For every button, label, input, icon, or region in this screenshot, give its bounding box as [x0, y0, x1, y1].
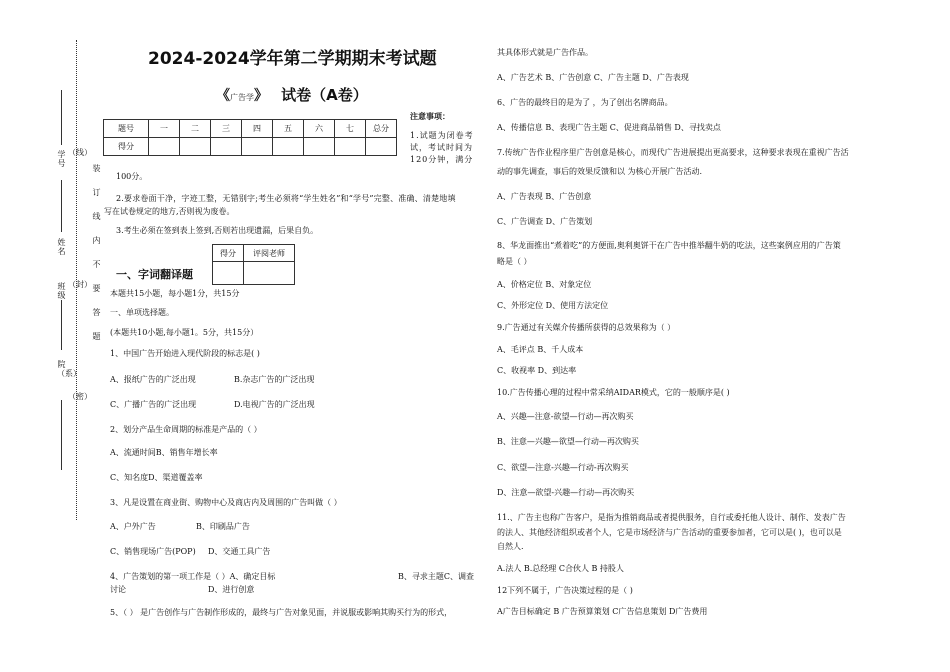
name-field[interactable]	[61, 180, 62, 232]
subject-open-bracket: 《	[216, 88, 230, 104]
score-cell: 题号	[104, 120, 149, 138]
score-input-cell[interactable]	[211, 138, 242, 156]
grader-name-label: 评阅老师	[244, 245, 295, 262]
grader-score-label: 得分	[213, 245, 244, 262]
grader-table	[212, 244, 295, 285]
score-cell: 七	[335, 120, 366, 138]
seal-mark-line: （线）	[68, 148, 92, 157]
notice-line: 试，考试时间为	[410, 143, 473, 152]
option[interactable]: C、销售现场广告(POP)	[110, 547, 196, 556]
notice-item3: 3.考生必须在签到表上签到,否则若出现遗漏，后果自负。	[116, 226, 319, 235]
option[interactable]: A、报纸广告的广泛出现	[110, 375, 196, 384]
score-cell: 总分	[366, 120, 397, 138]
student-id-label: 学号	[57, 150, 66, 168]
option-line[interactable]: A.法人 B.总经理 C合伙人 B 持股人	[497, 564, 624, 573]
question-8: 8、华龙面推出“煮着吃”的方便面,奥利奥饼干在广告中推举翻牛奶的吃法，这些案例应用的广告策	[497, 241, 841, 250]
seal-mark-seal: （封）	[68, 280, 92, 289]
option[interactable]: D、交通工具广告	[208, 547, 271, 556]
question-11-line2: 的法人、其他经济组织或者个人，它是市场经济与广告活动的重要参加者，它可以是( )，也可以是	[497, 528, 842, 537]
option-line[interactable]: A广告目标确定 B 广告预算策划 C广告信息策划 D广告费用	[497, 607, 708, 616]
question-2: 2、划分产品生命周期的标准是产品的（ ）	[110, 425, 262, 434]
question-12: 12下列不属于，广告决策过程的是（ )	[497, 586, 633, 595]
score-input-cell[interactable]	[149, 138, 180, 156]
notice-heading: 注意事项：	[410, 112, 450, 121]
notice-item2b: 写在试卷规定的地方,否则视为废卷。	[104, 207, 235, 216]
option-line[interactable]: C、外形定位 D、使用方法定位	[497, 301, 609, 310]
notice-line: 1.试题为闭卷考	[410, 131, 474, 140]
section-intro: 本题共15小题，每小题1分，共15分	[110, 289, 240, 298]
notice-item1-tail: 100分。	[116, 172, 148, 181]
question-11-line3: 自然人.	[497, 542, 524, 551]
option-line[interactable]: A、广告艺术 B、广告创意 C、广告主题 D、广告表现	[497, 73, 689, 82]
option-line[interactable]: B、注意—兴趣—欲望—行动—再次购买	[497, 437, 639, 446]
option-line[interactable]: A、兴趣—注意-欲望—行动—再次购买	[497, 412, 634, 421]
option-line[interactable]: A、传播信息 B、表现广告主题 C、促进商品销售 D、寻找卖点	[497, 123, 721, 132]
question-10: 10.广告传播心理的过程中常采纳AIDAR模式，它的一般顺序是( )	[497, 388, 730, 397]
option-line[interactable]: A、价格定位 B、对象定位	[497, 280, 592, 289]
score-input-cell[interactable]	[180, 138, 211, 156]
score-input-cell[interactable]	[366, 138, 397, 156]
notice-line: 120分钟，满分	[410, 155, 474, 164]
notice-item1	[410, 130, 474, 166]
binding-instruction: 装订线内不要答题	[92, 164, 101, 341]
college-label: 院（系）	[57, 360, 81, 378]
question-1: 1、中国广告开始进入现代阶段的标志是( )	[110, 349, 260, 358]
section-subheading: 一、单项选择题。	[110, 308, 174, 317]
class-label: 班级	[57, 282, 66, 300]
grader-score-input[interactable]	[213, 262, 244, 285]
option-line[interactable]: D、注意—欲望-兴趣—行动—再次购买	[497, 488, 635, 497]
student-id-field[interactable]	[61, 90, 62, 145]
subject-close-bracket: 》	[254, 88, 268, 104]
score-table	[103, 119, 397, 156]
score-table-header-row	[104, 120, 397, 138]
option[interactable]: C、广播广告的广泛出现	[110, 400, 197, 409]
score-cell: 一	[149, 120, 180, 138]
option[interactable]: B、印刷品广告	[196, 522, 250, 531]
notice-item2: 2.要求卷面干净，字迹工整，无错别字;考生必须将“学生姓名”和“学号”完整、准确、清楚地填	[116, 194, 456, 203]
subject-name: 广告学	[230, 93, 254, 102]
option-line[interactable]: A、广告表现 B、广告创意	[497, 192, 592, 201]
name-label: 姓名	[57, 238, 66, 256]
score-input-cell[interactable]	[273, 138, 304, 156]
paper-name: 试卷（A卷）	[281, 86, 368, 104]
question-8-line2: 略是（ ）	[497, 257, 532, 266]
score-input-cell[interactable]	[242, 138, 273, 156]
question-11: 11.、广告主也称广告客户，是指为推销商品或者提供服务，自行或委托他人设计、制作、发表广告	[497, 513, 846, 522]
option[interactable]: A、流通时间B、销售年增长率	[110, 448, 218, 457]
seal-mark-secret: （密）	[68, 392, 92, 401]
college-field[interactable]	[61, 400, 62, 470]
option-line[interactable]: C、收视率 D、到达率	[497, 366, 577, 375]
question-9: 9.广告通过有关媒介传播所获得的总效果称为（ ）	[497, 323, 676, 332]
option[interactable]: C、知名度D、渠道覆盖率	[110, 473, 203, 482]
class-field[interactable]	[61, 300, 62, 350]
question-4-options-right[interactable]: B、寻求主题C、调查	[398, 572, 474, 581]
score-cell: 五	[273, 120, 304, 138]
question-4-line2[interactable]: 讨论	[110, 585, 126, 594]
score-row-label: 得分	[104, 138, 149, 156]
score-cell: 四	[242, 120, 273, 138]
score-cell: 六	[304, 120, 335, 138]
score-table-score-row	[104, 138, 397, 156]
section-title: 一、字词翻译题	[116, 268, 193, 281]
question-line: 其具体形式就是广告作品。	[497, 48, 593, 57]
section-subintro: (本题共10小题,每小题1。5分，共15分）	[110, 328, 259, 337]
question-7-line2: 动的事先调查，事后的效果反馈和以 为核心开展广告活动.	[497, 167, 703, 176]
score-cell: 三	[211, 120, 242, 138]
option[interactable]: D.电视广告的广泛出现	[234, 400, 315, 409]
grader-name-input[interactable]	[244, 262, 295, 285]
option-line[interactable]: C、广告调查 D、广告策划	[497, 217, 593, 226]
exam-subtitle	[216, 84, 368, 105]
score-cell: 二	[180, 120, 211, 138]
score-input-cell[interactable]	[335, 138, 366, 156]
question-5: 5、（ ） 是广告创作与广告制作形成的，最终与广告对象见面，并说服或影响其购买行为的形式，	[110, 608, 453, 617]
score-input-cell[interactable]	[304, 138, 335, 156]
option[interactable]: B.杂志广告的广泛出现	[234, 375, 315, 384]
question-6: 6、广告的最终目的是为了 ，为了创出名牌商品。	[497, 98, 673, 107]
option-line[interactable]: A、毛评点 B、千人成本	[497, 345, 584, 354]
question-7: 7.传统广告作业程序里广告创意是核心，而现代广告进展提出更高要求，这种要求表现在重视广告活	[497, 148, 849, 157]
option-line[interactable]: C、欲望—注意-兴趣—行动-再次购买	[497, 463, 629, 472]
exam-title: 2024-2024学年第二学期期末考试题	[148, 49, 437, 69]
question-4: 4、广告策划的第一项工作是（ ）A、确定目标	[110, 572, 276, 581]
option[interactable]: A、户外广告	[110, 522, 156, 531]
question-4-line2b[interactable]: D、进行创意	[208, 585, 255, 594]
question-3: 3、凡是设置在商业街、购物中心及商店内及周围的广告叫做（ ）	[110, 498, 342, 507]
